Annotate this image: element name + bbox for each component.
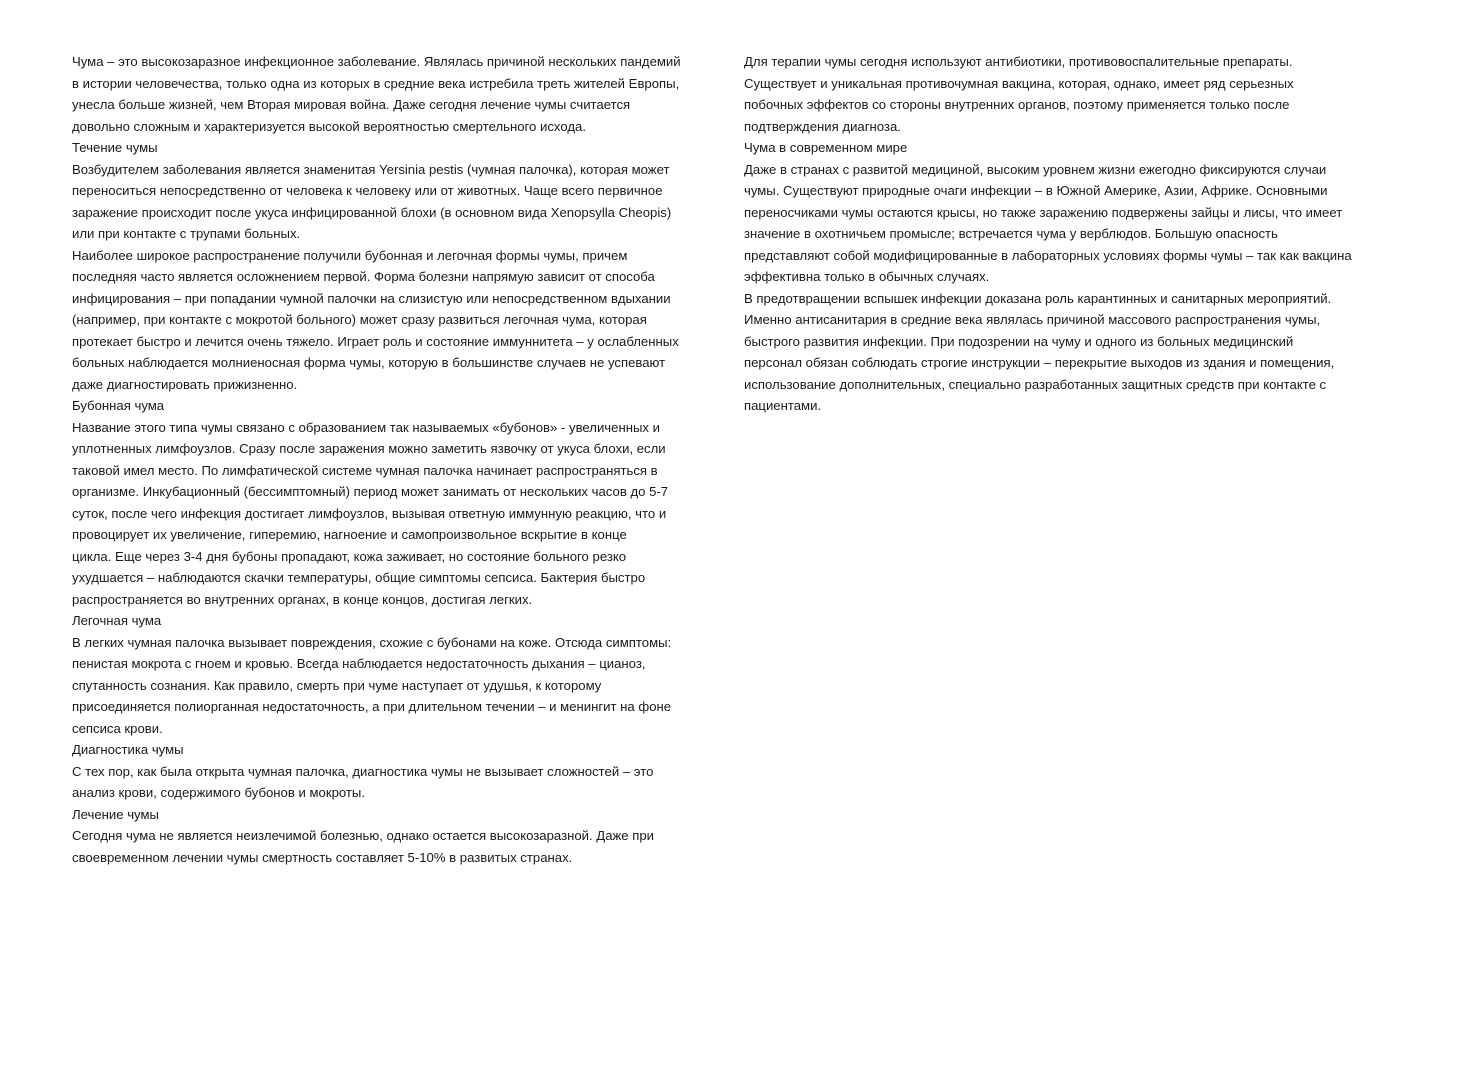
left-column	[72, 51, 728, 868]
paragraph-line: организме. Инкубационный (бессимптомный) период может занимать от нескольких часов до 5-7	[72, 484, 669, 499]
section-heading: Бубонная чума	[72, 398, 165, 413]
paragraph	[72, 825, 728, 868]
paragraph-line: С тех пор, как была открыта чумная палочка, диагностика чумы не вызывает сложностей – это	[72, 763, 654, 779]
paragraph-line: использование дополнительных, специально разработанных защитных средств при контакте с	[744, 376, 1327, 392]
paragraph-line: провоцирует их увеличение, гиперемию, нагноение и самопроизвольное вскрытие в конце	[72, 527, 627, 542]
paragraph-line: персонал обязан соблюдать строгие инструкции – перекрытие выходов из здания и помещения,	[744, 355, 1335, 370]
paragraph	[72, 245, 728, 396]
paragraph-line: таковой имел место. По лимфатической системе чумная палочка начинает распространяться в	[72, 462, 658, 478]
paragraph-line: даже диагностировать прижизненно.	[72, 376, 298, 392]
section-heading: Легочная чума	[72, 613, 162, 628]
paragraph-line: Для терапии чумы сегодня используют антибиотики, противовоспалительные препараты.	[744, 54, 1293, 69]
paragraph-line: протекает быстро и лечится очень тяжело. Играет роль и состояние иммуннитета – у ослабленных	[72, 333, 679, 349]
paragraph-line: больных наблюдается молниеносная форма чумы, которую в большинстве случаев не успевают	[72, 355, 666, 370]
paragraph-line: Существует и уникальная противочумная вакцина, которая, однако, имеет ряд серьезных	[744, 75, 1294, 91]
paragraph-line: инфицирования – при попадании чумной палочки на слизистую или непосредственном вдыхании	[72, 290, 671, 306]
paragraph-line: уплотненных лимфоузлов. Сразу после заражения можно заметить язвочку от укуса блохи, если	[72, 441, 666, 456]
paragraph-line: Даже в странах с развитой медициной, высоким уровнем жизни ежегодно фиксируются случаи	[744, 161, 1327, 177]
paragraph-line: Чума – это высокозаразное инфекционное заболевание. Являлась причиной нескольких пандемий	[72, 54, 681, 69]
paragraph-line: переносчиками чумы остаются крысы, но также заражению подвержены зайцы и лисы, что имеет	[744, 204, 1343, 220]
paragraph-line: унесла больше жизней, чем Вторая мировая война. Даже сегодня лечение чумы считается	[72, 97, 631, 112]
section-heading: Течение чумы	[72, 140, 158, 155]
paragraph-line: побочных эффектов со стороны внутренних органов, поэтому применяется только после	[744, 97, 1290, 112]
paragraph-line: Возбудителем заболевания является знаменитая Yersinia pestis (чумная палочка), которая может	[72, 161, 670, 177]
paragraph-line: значение в охотничьем промысле; встречается чума у верблюдов. Большую опасность	[744, 226, 1278, 241]
paragraph-line: эффективна только в обычных случаях.	[744, 269, 990, 284]
paragraph-line: сепсиса крови.	[72, 720, 163, 736]
paragraph-line: ухудшается – наблюдаются скачки температуры, общие симптомы сепсиса. Бактерия быстро	[72, 570, 646, 585]
paragraph-line: анализ крови, содержимого бубонов и мокроты.	[72, 785, 366, 800]
paragraph	[744, 159, 1404, 288]
paragraph-line: заражение происходит после укуса инфицированной блохи (в основном вида Xenopsylla Cheopis)	[72, 204, 672, 220]
paragraph	[72, 761, 728, 804]
paragraph	[72, 632, 728, 740]
section-heading: Диагностика чумы	[72, 742, 184, 757]
paragraph-line: Название этого типа чумы связано с образованием так называемых «бубонов» - увеличенных и	[72, 419, 660, 435]
paragraph-line: Наиболее широкое распространение получили бубонная и легочная формы чумы, причем	[72, 247, 628, 263]
paragraph-line: цикла. Еще через 3-4 дня бубоны пропадают, кожа заживает, но состояние больного резко	[72, 548, 627, 564]
paragraph-line: пациентами.	[744, 398, 822, 413]
paragraph-line: или при контакте с трупами больных.	[72, 226, 301, 241]
paragraph-line: (например, при контакте с мокротой больного) может сразу развиться легочная чума, которая	[72, 312, 647, 327]
paragraph-line: пенистая мокрота с гноем и кровью. Всегда наблюдается недостаточность дыхания – цианоз,	[72, 656, 646, 671]
paragraph-line: переноситься непосредственно от человека к человеку или от животных. Чаще всего первичное	[72, 183, 663, 198]
right-column	[744, 51, 1404, 417]
paragraph-line: довольно сложным и характеризуется высокой вероятностью смертельного исхода.	[72, 118, 586, 134]
paragraph-line: распространяется во внутренних органах, в конце концов, достигая легких.	[72, 591, 533, 607]
paragraph	[744, 288, 1404, 417]
paragraph-line: В предотвращении вспышек инфекции доказана роль карантинных и санитарных мероприятий.	[744, 290, 1332, 306]
paragraph	[744, 51, 1404, 137]
paragraph-line: Сегодня чума не является неизлечимой болезнью, однако остается высокозаразной. Даже при	[72, 828, 655, 843]
paragraph-line: своевременном лечении чумы смертность составляет 5-10% в развитых странах.	[72, 849, 573, 865]
paragraph-line: чумы. Существуют природные очаги инфекции – в Южной Америке, Азии, Африке. Основными	[744, 183, 1328, 198]
paragraph-line: В легких чумная палочка вызывает повреждения, схожие с бубонами на коже. Отсюда симптомы:	[72, 634, 672, 650]
paragraph	[72, 417, 728, 611]
paragraph-line: представляют собой модифицированные в лабораторных условиях формы чумы – так как вакцина	[744, 247, 1352, 263]
section-heading: Лечение чумы	[72, 806, 159, 822]
section-heading: Чума в современном мире	[744, 140, 908, 155]
paragraph-line: спутанность сознания. Как правило, смерть при чуме наступает от удушья, к которому	[72, 677, 602, 693]
paragraph-line: последняя часто является осложнением первой. Форма болезни напрямую зависит от способа	[72, 269, 655, 284]
paragraph-line: быстрого развития инфекции. При подозрении на чуму и одного из больных медицинский	[744, 333, 1294, 349]
paragraph	[72, 51, 728, 137]
paragraph-line: Именно антисанитария в средние века являлась причиной массового распространения чумы,	[744, 312, 1321, 327]
paragraph-line: суток, после чего инфекция достигает лимфоузлов, вызывая ответную иммунную реакцию, что и	[72, 505, 667, 521]
paragraph-line: подтверждения диагноза.	[744, 118, 901, 134]
paragraph-line: присоединяется полиорганная недостаточность, а при длительном течении – и менингит на фоне	[72, 699, 672, 714]
paragraph-line: в истории человечества, только одна из которых в средние века истребила треть жителей Европы,	[72, 75, 680, 91]
paragraph	[72, 159, 728, 245]
